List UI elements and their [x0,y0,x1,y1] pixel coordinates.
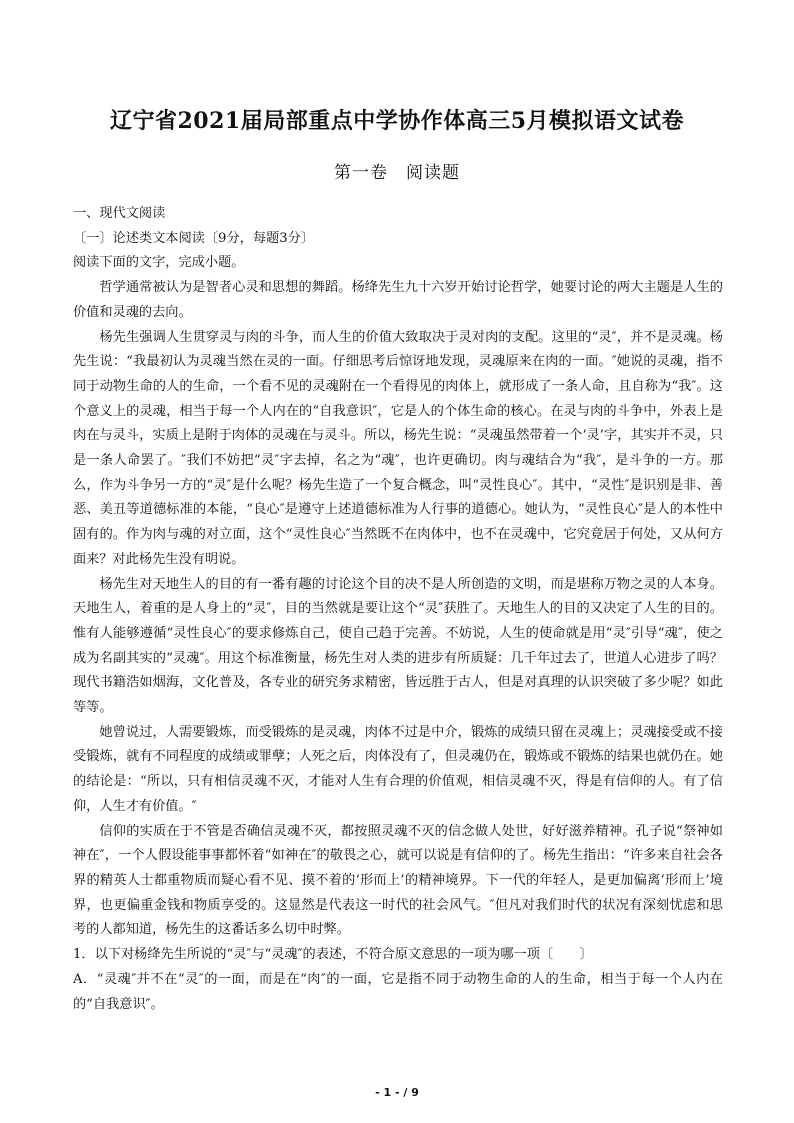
passage-paragraph: 杨先生强调人生贯穿灵与肉的斗争，而人生的价值大致取决于灵对肉的支配。这里的“灵″，并不是灵魂。杨先生说：“我最初认为灵魂当然在灵的一面。仔细思考后惊讶地发现，灵魂原来在肉的一面。″她说的灵魂，指不同于动物生命的人的生命，一个看不见的灵魂附在一个看得见的肉体上，就形成了一条人命，且自称为“我″。这个意义上的灵魂，相当于每一个人内在的“自我意识″，它是人的个体生命的核心。在灵与肉的斗争中，外表上是肉在与灵斗，实质上是附于肉体的灵魂在与灵斗。所以，杨先生说：“灵魂虽然带着一个‘灵’字，其实并不灵，只是一条人命罢了。″我们不妨把“灵″字去掉，名之为“魂″，也许更确切。肉与魂结合为“我″，是斗争的一方。那么，作为斗争另一方的“灵″是什么呢？杨先生造了一个复合概念，叫“灵性良心″。其中，“灵性″是识别是非、善恶、美丑等道德标准的本能，“良心″是遵守上述道德标准为人行事的道德心。她认为，“灵性良心″是人的本性中固有的。作为肉与魂的对立面，这个“灵性良心″当然既不在肉体中，也不在灵魂中，它究竟居于何处，又从何方面来？对此杨先生没有明说。 [73,329,723,567]
document-title: 辽宁省2021届局部重点中学协作体高三5月模拟语文试卷 [109,108,685,134]
passage-paragraph: 信仰的实质在于不管是否确信灵魂不灭，都按照灵魂不灭的信念做人处世，好好滋养精神。孔子说“祭神如神在″，一个人假设能事事都怀着“如神在″的敬畏之心，就可以说是有信仰的了。杨先生指出：“许多来自社会各界的精英人士都重物质而疑心看不见、摸不着的‘形而上’的精神境界。下一代的年轻人，是更加偏离‘形而上’境界，也更偏重金钱和物质享受的。这显然是代表这一时代的社会风气。″但凡对我们时代的状况有深刻忧虑和思考的人都知道，杨先生的这番话多么切中时弊。 [73,823,723,938]
document-body [73,202,723,1017]
question-option-a: A．“灵魂″并不在“灵″的一面，而是在“肉″的一面，它是指不同于动物生命的人的生命，相当于每一个人内在的“自我意识″。 [73,971,723,1012]
subsection-heading: 〔一〕论述类文本阅读〔9分，每题3分〕 [73,230,314,246]
page-number: - 1 - / 9 [375,1086,419,1099]
passage-paragraph: 杨先生对天地生人的目的有一番有趣的讨论这个目的决不是人所创造的文明，而是堪称万物之灵的人本身。天地生人，着重的是人身上的“灵″，目的当然就是要让这个“灵″获胜了。天地生人的目的又决定了人生的目的。惟有人能够遵循“灵性良心″的要求修炼自己，使自己趋于完善。不妨说，人生的使命就是用“灵″引导“魂″，使之成为名副其实的“灵魂″。用这个标准衡量，杨先生对人类的进步有所质疑：几千年过去了，世道人心进步了吗？现代书籍浩如烟海，文化普及，各专业的研究务求精密，皆远胜于古人，但是对真理的认识突破了多少呢？如此等等。 [73,576,723,716]
passage-paragraph: 她曾说过，人需要锻炼，而受锻炼的是灵魂，肉体不过是中介，锻炼的成绩只留在灵魂上；灵魂接受或不接受锻炼，就有不同程度的成绩或罪孽；人死之后，肉体没有了，但灵魂仍在，锻炼或不锻炼的结果也就仍在。她的结论是：“所以，只有相信灵魂不灭，才能对人生有合理的价值观，相信灵魂不灭，得是有信仰的人。有了信仰，人生才有价值。″ [73,724,723,814]
section-title: 第一卷 阅读题 [334,163,460,183]
passage-paragraph: 哲学通常被认为是智者心灵和思想的舞蹈。杨绛先生九十六岁开始讨论哲学，她要讨论的两大主题是人生的价值和灵魂的去向。 [73,280,723,320]
question-stem: 1．以下对杨绛先生所说的“灵″与“灵魂″的表述，不符合原文意思的一项为哪一项〔 〕 [73,947,593,963]
section-heading: 一、现代文阅读 [73,206,166,221]
reading-instruction: 阅读下面的文字，完成小题。 [73,255,245,271]
